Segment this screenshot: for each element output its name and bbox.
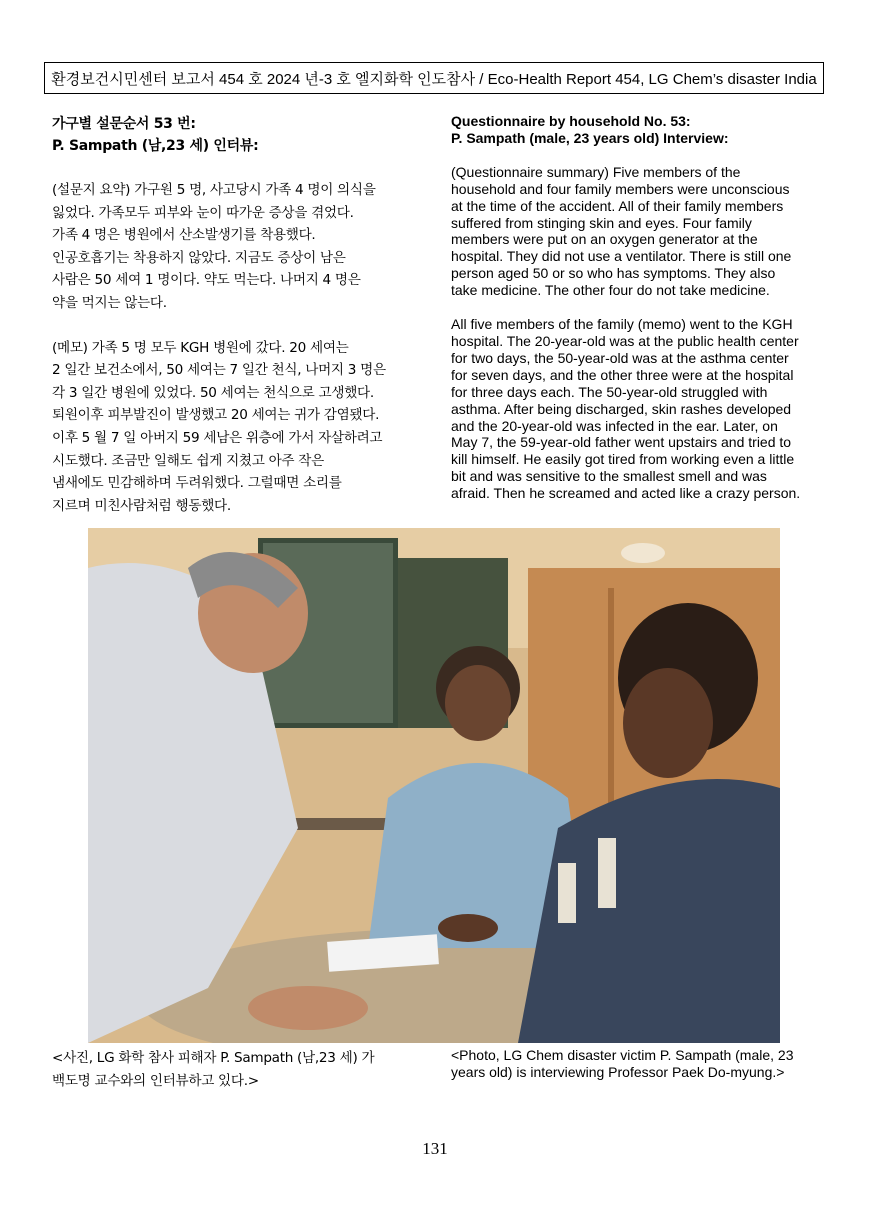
korean-photo-caption: <사진, LG 화학 참사 피해자 P. Sampath (남,23 세) 가 백도명 교수와의 인터뷰하고 있다.> xyxy=(52,1050,375,1089)
english-summary: (Questionnaire summary) Five members of the household and four family members were unconscious at the time of the accident. All of their family members suffered from stinging skin and eyes. Four family members were put on an oxygen generator at the hospital. They did not use a ventilator. There is still one person aged 50 or so who has symptoms. They also take medicine. The other four do not take medicine. xyxy=(451,163,792,299)
report-header-text: 환경보건시민센터 보고서 454 호 2024 년-3 호 엘지화학 인도참사 / Eco-Health Report 454, LG Chem’s disaster India xyxy=(51,70,817,88)
english-memo: All five members of the family (memo) went to the KGH hospital. The 20-year-old was at the public health center for two days, the 50-year-old was at the asthma center for seven days, and the other three were at the hospital for three days each. The 50-year-old struggled with asthma. After being discharged, skin rashes developed and the 20-year-old was infected in the ear. Later, on May 7, the 59-year-old father went upstairs and tried to kill himself. He easily got tired from working even a little bit and was sensitive to the smallest smell and was afraid. Then he screamed and acted like a crazy person. xyxy=(451,316,801,502)
english-title-line1: Questionnaire by household No. 53: xyxy=(451,113,691,129)
english-photo-caption: <Photo, LG Chem disaster victim P. Sampath (male, 23 years old) is interviewing Professor Paek Do-myung.> xyxy=(451,1047,794,1080)
korean-summary: (설문지 요약) 가구원 5 명, 사고당시 가족 4 명이 의식을 잃었다. 가족모두 피부와 눈이 따가운 증상을 겪었다. 가족 4 명은 병원에서 산소발생기를 착용했다. 인공호흡기는 착용하지 않았다. 지금도 증상이 남은 사람은 50 세여 1 명이다. 약도 먹는다. 나머지 4 명은 약을 먹지는 않는다. xyxy=(52,182,376,311)
english-column xyxy=(451,113,831,502)
interview-photo xyxy=(88,528,780,1043)
korean-memo: (메모) 가족 5 명 모두 KGH 병원에 갔다. 20 세여는 2 일간 보건소에서, 50 세여는 7 일간 천식, 나머지 3 명은 각 3 일간 병원에 있었다. 50 세여는 천식으로 고생했다. 퇴원이후 피부발진이 발생했고 20 세여는 귀가 감염됐다. 이후 5 월 7 일 아버지 59 세남은 위층에 가서 자살하려고 시도했다. 조금만 일해도 쉽게 지쳤고 아주 작은 냄새에도 민감해하며 두려워했다. 그럴때면 소리를 지르며 미친사람처럼 행동했다. xyxy=(52,339,386,514)
korean-title-line2: P. Sampath (남,23 세) 인터뷰: xyxy=(52,138,259,154)
korean-title-line1: 가구별 설문순서 53 번: xyxy=(52,116,196,132)
interview-photo-illustration xyxy=(88,528,780,1043)
korean-column xyxy=(52,113,427,517)
english-title-line2: P. Sampath (male, 23 years old) Interview: xyxy=(451,129,729,146)
page-number: 131 xyxy=(422,1139,448,1158)
report-header xyxy=(44,62,824,94)
